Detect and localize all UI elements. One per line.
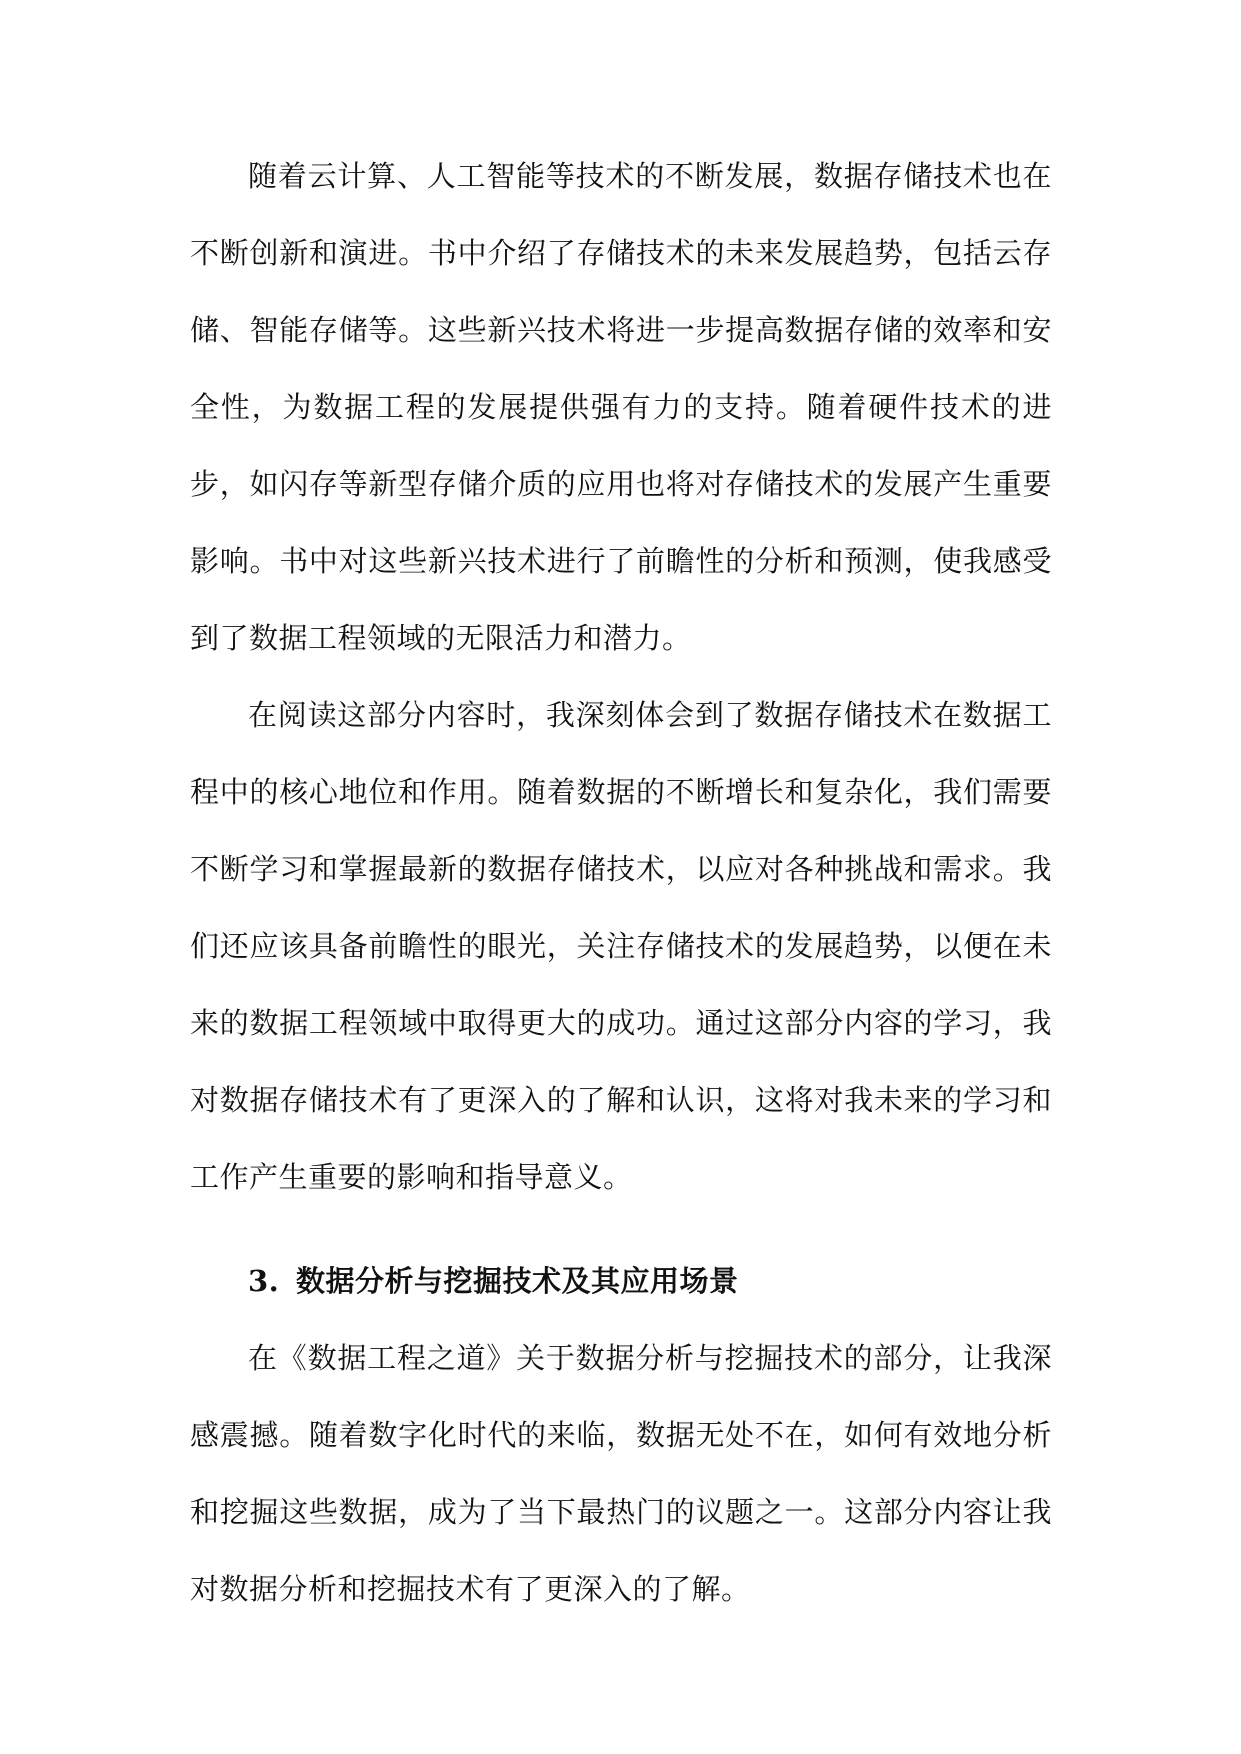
section-number: 3. bbox=[248, 1264, 280, 1298]
paragraph-storage-trends: 随着云计算、人工智能等技术的不断发展，数据存储技术也在不断创新和演进。书中介绍了存储技术的未来发展趋势，包括云存储、智能存储等。这些新兴技术将进一步提高数据存储的效率和安全性，为数据工程的发展提供强有力的支持。随着硬件技术的进步，如闪存等新型存储介质的应用也将对存储技术的发展产生重要影响。书中对这些新兴技术进行了前瞻性的分析和预测，使我感受到了数据工程领域的无限活力和潜力。 bbox=[190, 159, 1052, 655]
paragraph-storage-reflection: 在阅读这部分内容时，我深刻体会到了数据存储技术在数据工程中的核心地位和作用。随着数据的不断增长和复杂化，我们需要不断学习和掌握最新的数据存储技术，以应对各种挑战和需求。我们还应该具备前瞻性的眼光，关注存储技术的发展趋势，以便在未来的数据工程领域中取得更大的成功。通过这部分内容的学习，我对数据存储技术有了更深入的了解和认识，这将对我未来的学习和工作产生重要的影响和指导意义。 bbox=[190, 698, 1052, 1194]
section-title: 数据分析与挖掘技术及其应用场景 bbox=[296, 1264, 739, 1298]
paragraph-analysis-intro: 在《数据工程之道》关于数据分析与挖掘技术的部分，让我深感震撼。随着数字化时代的来临，数据无处不在，如何有效地分析和挖掘这些数据，成为了当下最热门的议题之一。这部分内容让我对数据分析和挖掘技术有了更深入的了解。 bbox=[190, 1341, 1052, 1606]
document-content bbox=[190, 138, 1052, 1628]
section-heading bbox=[190, 1243, 1052, 1320]
